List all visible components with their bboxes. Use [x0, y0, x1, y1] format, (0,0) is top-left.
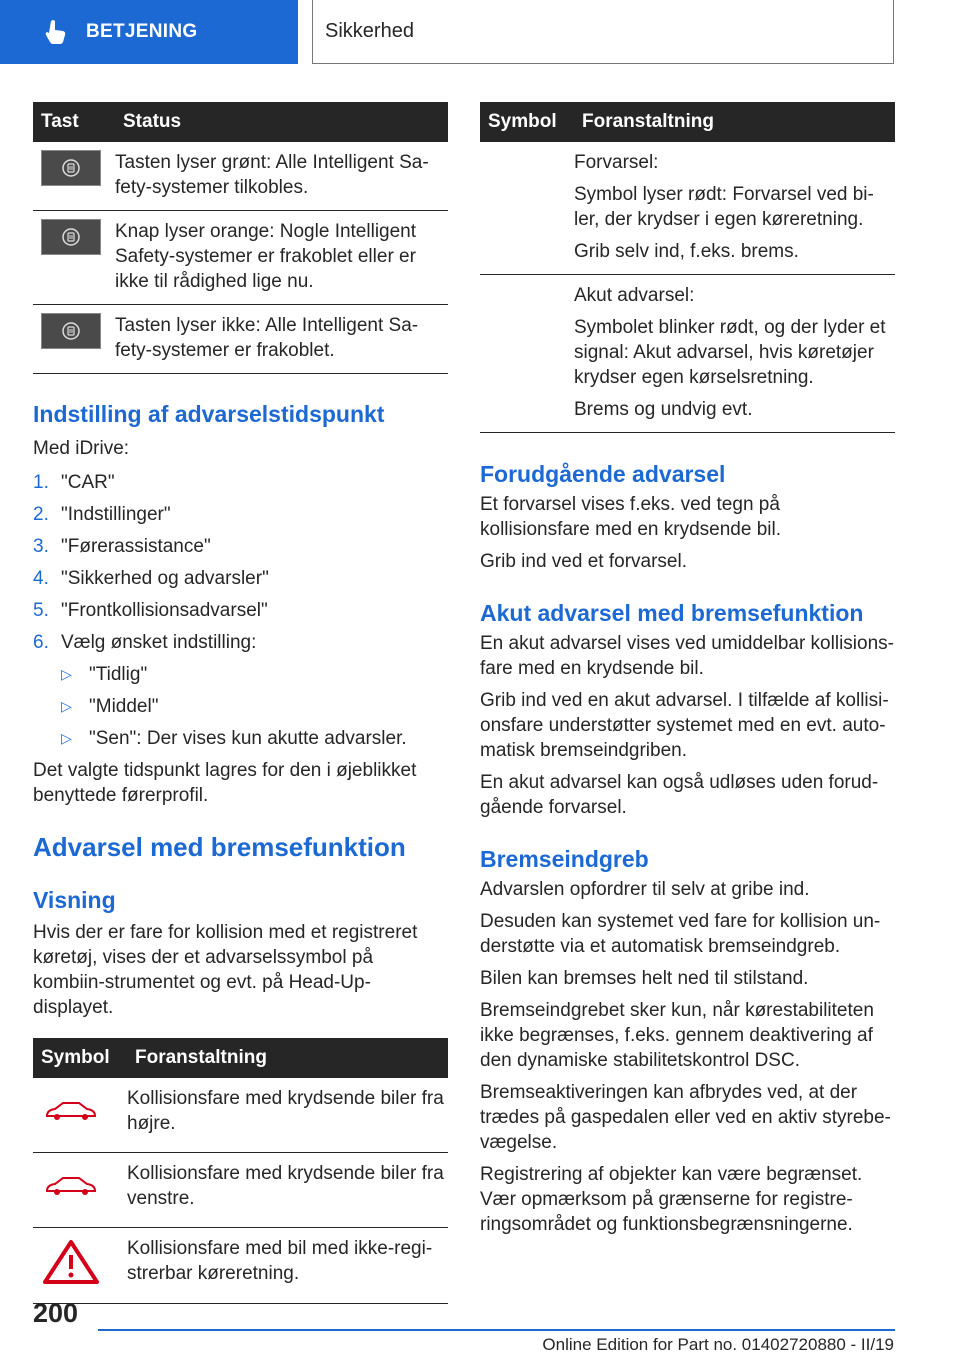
list-item: 3. "Førerassistance" [33, 536, 211, 557]
car-left-icon [41, 1165, 101, 1205]
steps-list [33, 470, 448, 655]
table-row [33, 1153, 448, 1228]
table-row [33, 1228, 448, 1304]
action-text: Forvarsel: [574, 152, 659, 173]
th-status: Status [115, 102, 448, 142]
action-text: Symbol lyser rødt: Forvarsel ved bi-ler, der krydser i egen køreretning. [574, 184, 874, 230]
paragraph: Grib ind ved et forvarsel. [480, 551, 687, 572]
table-row [33, 305, 448, 374]
action-text: Kollisionsfare med krydsende biler fra venstre. [127, 1153, 448, 1228]
intelligent-safety-button-icon [41, 313, 101, 349]
warning-triangle-icon [41, 1238, 101, 1286]
triangle-bullet-icon: ▷ [61, 666, 72, 682]
list-item: ▷ "Sen": Der vises kun akutte advarsler. [61, 728, 407, 749]
status-text: Tasten lyser grønt: Alle Intelligent Sa-fety-systemer tilkobles. [115, 142, 448, 211]
section-label: BETJENING [86, 21, 198, 42]
status-text: Knap lyser orange: Nogle Intelligent Safety-systemer er frakoblet eller er ikke til rådighed lige nu. [115, 211, 448, 305]
list-item: 2. "Indstillinger" [33, 504, 171, 525]
th-action: Foranstaltning [127, 1038, 448, 1078]
th-symbol: Symbol [480, 102, 574, 142]
list-item: 1. "CAR" [33, 472, 115, 493]
heading-timing: Indstilling af advarselstidspunkt [33, 401, 385, 427]
status-text: Tasten lyser ikke: Alle Intelligent Sa-fety-systemer er frakoblet. [115, 305, 448, 374]
action-text: Kollisionsfare med krydsende biler fra højre. [127, 1078, 448, 1153]
paragraph: Hvis der er fare for kollision med et registreret køretøj, vises der et advarselssymbol på kombiin-strumentet og evt. på Head-Up-displayet. [33, 922, 418, 1018]
symbol-table [33, 1038, 448, 1304]
paragraph: En akut advarsel kan også udløses uden forud-gående forvarsel. [480, 772, 879, 818]
section-tab [0, 0, 298, 64]
hand-pointer-icon [44, 19, 68, 45]
table-row [33, 211, 448, 305]
paragraph: Registrering af objekter kan være begrænset. Vær opmærksom på grænserne for registre-ringsområdet og funktionsbegrænsningerne. [480, 1164, 863, 1235]
paragraph: Bilen kan bremses helt ned til stilstand. [480, 968, 809, 989]
heading-display: Visning [33, 887, 116, 913]
right-column [480, 102, 895, 1237]
paragraph: Et forvarsel vises f.eks. ved tegn på kollisionsfare med en krydsende bil. [480, 494, 781, 540]
action-text: Brems og undvig evt. [574, 399, 753, 420]
th-key: Tast [33, 102, 115, 142]
heading-brake-intervention: Bremseindgreb [480, 846, 649, 872]
heading-acute-warning: Akut advarsel med bremsefunktion [480, 600, 864, 626]
list-item: ▷ "Tidlig" [61, 664, 148, 685]
key-status-table [33, 102, 448, 374]
action-text: Kollisionsfare med bil med ikke-regi-strerbar køreretning. [127, 1228, 448, 1304]
footer-divider [98, 1329, 895, 1331]
triangle-bullet-icon: ▷ [61, 698, 72, 714]
table-row [33, 1078, 448, 1153]
list-item: 4. "Sikkerhed og advarsler" [33, 568, 269, 589]
list-item: 6. Vælg ønsket indstilling: [33, 632, 257, 653]
paragraph: Grib ind ved en akut advarsel. I tilfælde af kollisi-onsfare understøtter systemet med en evt. auto-matisk bremseindgriben. [480, 690, 889, 761]
table-row [480, 275, 895, 433]
chapter-header [312, 0, 894, 64]
intelligent-safety-button-icon [41, 219, 101, 255]
intelligent-safety-button-icon [41, 150, 101, 186]
paragraph: Det valgte tidspunkt lagres for den i øjeblikket benyttede førerprofil. [33, 760, 417, 806]
action-text: Grib selv ind, f.eks. brems. [574, 241, 799, 262]
heading-brake-warning: Advarsel med bremsefunktion [33, 832, 406, 862]
triangle-bullet-icon: ▷ [61, 730, 72, 746]
options-list [33, 662, 448, 751]
th-symbol: Symbol [33, 1038, 127, 1078]
paragraph: Bremseindgrebet sker kun, når kørestabiliteten ikke begrænses, f.eks. gennem deaktivering af den dynamiske stabilitetskontrol DSC. [480, 1000, 874, 1071]
left-column [33, 102, 448, 1304]
action-text: Symbolet blinker rødt, og der lyder et signal: Akut advarsel, hvis køretøjer krydser egen kørselsretning. [574, 317, 886, 388]
warning-symbol-table [480, 102, 895, 433]
car-right-icon [41, 1090, 101, 1130]
heading-prewarning: Forudgående advarsel [480, 461, 726, 487]
page-number: 200 [33, 1298, 79, 1328]
paragraph: Desuden kan systemet ved fare for kollision un-derstøtte via et automatisk bremseindgreb. [480, 911, 881, 957]
table-row [480, 142, 895, 275]
action-text: Akut advarsel: [574, 285, 695, 306]
paragraph: Med iDrive: [33, 438, 130, 459]
chapter-title: Sikkerhed [325, 20, 414, 42]
list-item: ▷ "Middel" [61, 696, 159, 717]
th-action: Foranstaltning [574, 102, 895, 142]
edition-text: Online Edition for Part no. 01402720880 - II/19 [542, 1335, 894, 1354]
paragraph: Advarslen opfordrer til selv at gribe ind. [480, 879, 810, 900]
paragraph: Bremseaktiveringen kan afbrydes ved, at der trædes på gaspedalen eller ved en aktiv styrebe-vægelse. [480, 1082, 891, 1153]
list-item: 5. "Frontkollisionsadvarsel" [33, 600, 268, 621]
paragraph: En akut advarsel vises ved umiddelbar kollisions-fare med en krydsende bil. [480, 633, 894, 679]
table-row [33, 142, 448, 211]
